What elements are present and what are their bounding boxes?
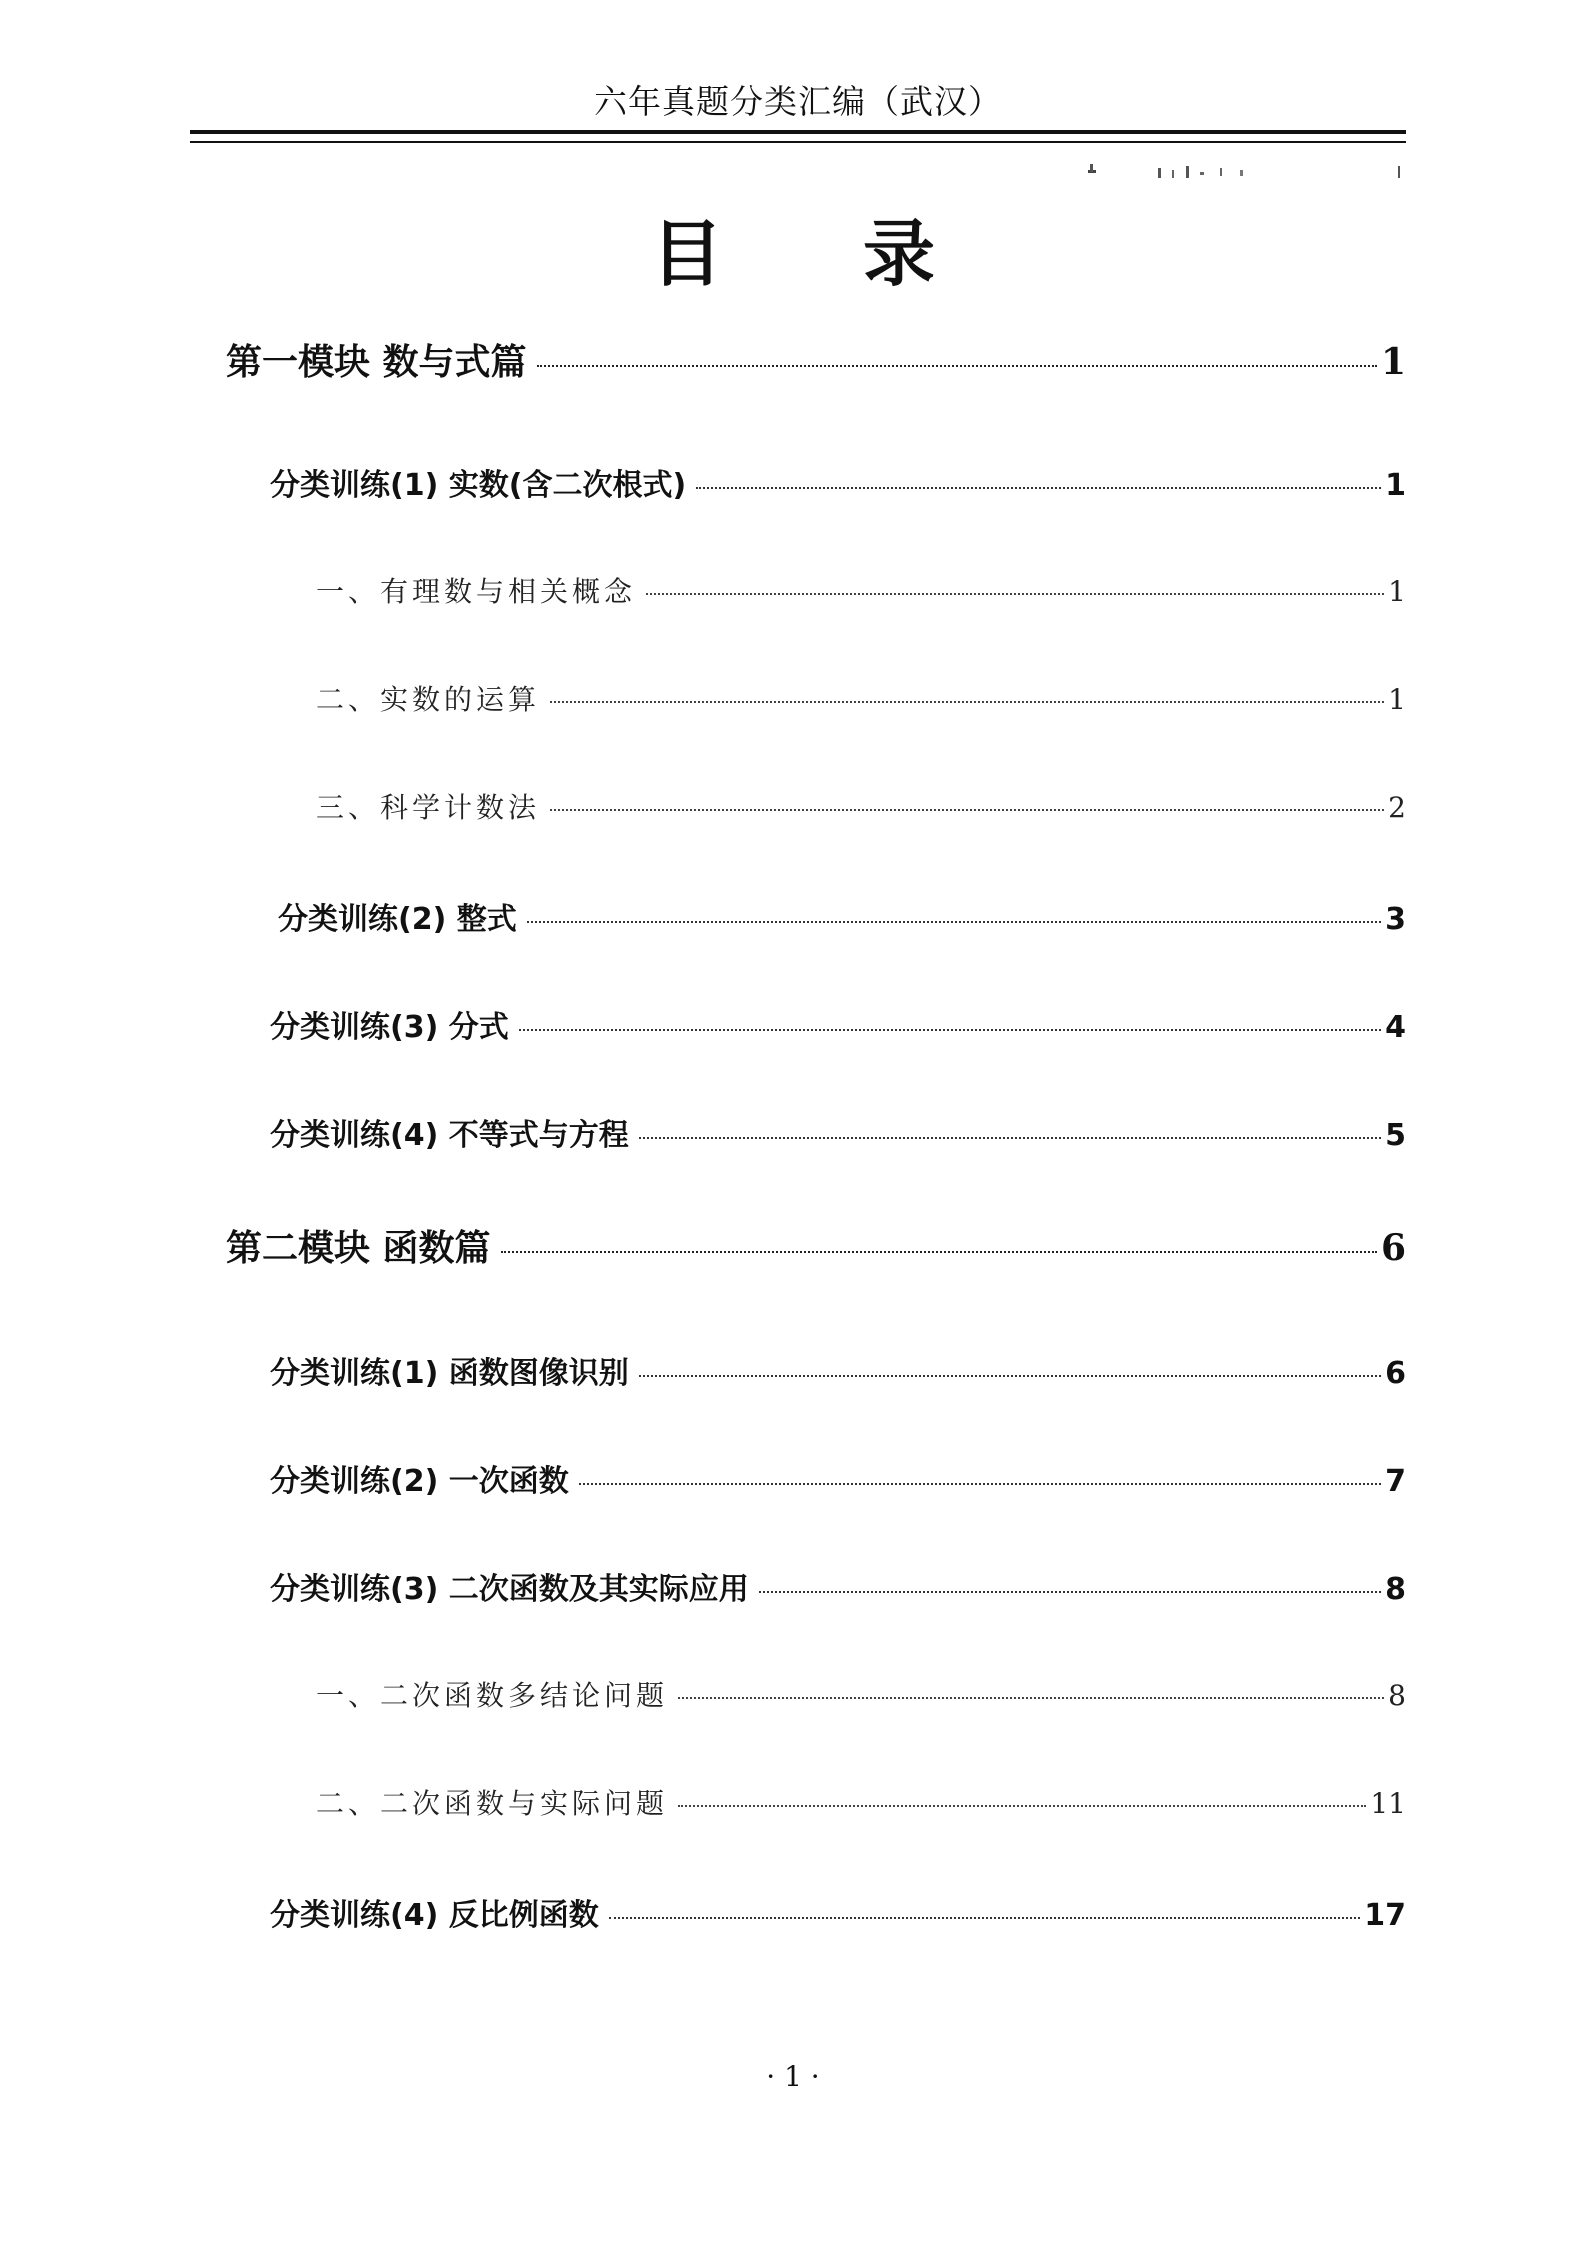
toc-entry-label: 分类训练(3) 二次函数及其实际应用	[270, 1572, 749, 1607]
toc-entry-label: 分类训练(4) 不等式与方程	[270, 1118, 629, 1153]
page-title-char-2: 录	[863, 211, 936, 296]
toc-entry-label: 分类训练(1) 实数(含二次根式)	[270, 468, 687, 503]
toc-dot-leader	[696, 487, 1381, 489]
toc-entry-page: 8	[1388, 1679, 1406, 1712]
toc-entry-label: 二、实数的运算	[316, 683, 541, 716]
toc-dot-leader	[678, 1697, 1384, 1699]
toc-entry-label: 一、有理数与相关概念	[316, 575, 637, 608]
toc-entry-page: 1	[1388, 575, 1406, 608]
toc-dot-leader	[550, 809, 1384, 811]
toc-entry-page: 8	[1385, 1572, 1406, 1607]
toc-dot-leader	[579, 1483, 1381, 1485]
toc-dot-leader	[519, 1029, 1381, 1031]
toc-dot-leader	[678, 1805, 1366, 1807]
toc-entry-label: 三、科学计数法	[316, 791, 541, 824]
toc-entry-subsection[interactable]	[316, 1782, 1406, 1822]
toc-entry-page: 11	[1370, 1787, 1406, 1820]
toc-entry-section[interactable]	[270, 1890, 1406, 1934]
toc-entry-page: 1	[1385, 468, 1406, 503]
toc-entry-label: 分类训练(1) 函数图像识别	[270, 1356, 629, 1391]
toc-entry-subsection[interactable]	[316, 1674, 1406, 1714]
toc-entry-subsection[interactable]	[316, 678, 1406, 718]
toc-entry-subsection[interactable]	[316, 786, 1406, 826]
toc-entry-label: 二、二次函数与实际问题	[316, 1787, 669, 1820]
toc-entry-page: 17	[1364, 1898, 1406, 1933]
toc-entry-section[interactable]	[270, 1456, 1406, 1500]
toc-entry-page: 7	[1385, 1464, 1406, 1499]
toc-entry-section[interactable]	[278, 894, 1406, 938]
toc-dot-leader	[646, 593, 1384, 595]
toc-entry-module-1[interactable]	[226, 334, 1406, 385]
toc-entry-section[interactable]	[270, 1002, 1406, 1046]
toc-entry-page: 3	[1385, 902, 1406, 937]
toc-entry-section[interactable]	[270, 1564, 1406, 1608]
toc-entry-page: 1	[1388, 683, 1406, 716]
toc-dot-leader	[639, 1137, 1381, 1139]
toc-entry-label: 第一模块 数与式篇	[226, 341, 527, 383]
toc-entry-page: 6	[1380, 1227, 1406, 1269]
toc-entry-page: 4	[1385, 1010, 1406, 1045]
toc-entry-label: 分类训练(2) 整式	[278, 902, 517, 937]
toc-entry-subsection[interactable]	[316, 570, 1406, 610]
toc-dot-leader	[639, 1375, 1381, 1377]
toc-dot-leader	[501, 1251, 1377, 1253]
toc-dot-leader	[609, 1917, 1361, 1919]
toc-entry-label: 分类训练(3) 分式	[270, 1010, 509, 1045]
toc-entry-label: 一、二次函数多结论问题	[316, 1679, 669, 1712]
footer-page-number: · 1 ·	[766, 2060, 820, 2093]
toc-entry-page: 6	[1385, 1356, 1406, 1391]
toc-dot-leader	[550, 701, 1384, 703]
toc-entry-page: 5	[1385, 1118, 1406, 1153]
toc-entry-module-2[interactable]	[226, 1220, 1406, 1271]
toc-entry-section[interactable]	[270, 460, 1406, 504]
toc-entry-label: 分类训练(2) 一次函数	[270, 1464, 569, 1499]
toc-entry-label: 分类训练(4) 反比例函数	[270, 1898, 599, 1933]
toc-entry-section[interactable]	[270, 1348, 1406, 1392]
toc-entry-label: 第二模块 函数篇	[226, 1227, 491, 1269]
toc-entry-page: 1	[1380, 341, 1406, 383]
toc-dot-leader	[759, 1591, 1381, 1593]
toc-entry-section[interactable]	[270, 1110, 1406, 1154]
toc-dot-leader	[527, 921, 1381, 923]
toc-dot-leader	[537, 365, 1377, 367]
page-title-char-1: 目	[650, 211, 723, 296]
toc-entry-page: 2	[1388, 791, 1406, 824]
running-header: 六年真题分类汇编（武汉）	[594, 83, 1002, 120]
